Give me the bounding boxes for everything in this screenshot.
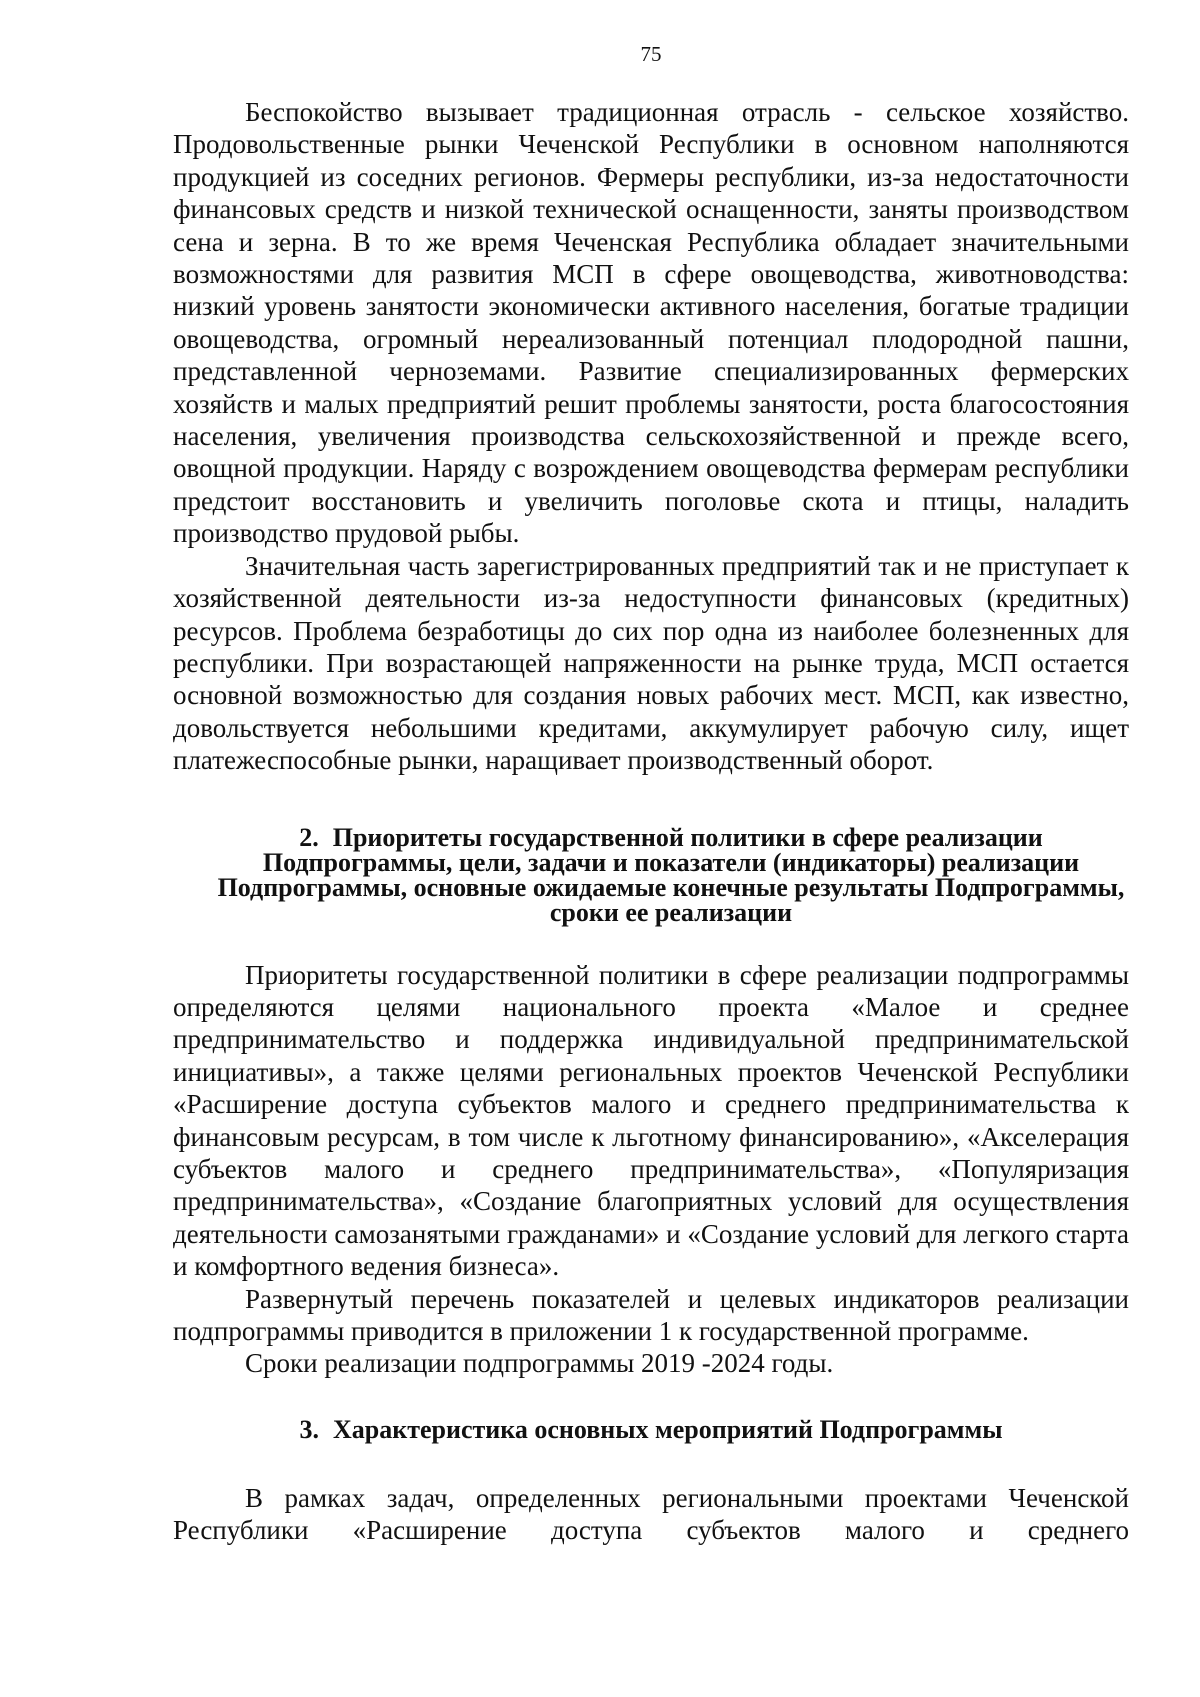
section-2-paragraph-3: Сроки реализации подпрограммы 2019 -2024 годы. [245, 1348, 834, 1379]
page-number: 75 [640, 42, 662, 66]
section-3-title: Характеристика основных мероприятий Подпрограммы [332, 1414, 1003, 1444]
section-2-title: Приоритеты государственной политики в сфере реализации Подпрограммы, цели, задачи и показатели (индикаторы) реализации Подпрограммы, основные ожидаемые конечные результаты Подпрограммы, сроки ее реализации [217, 822, 1125, 927]
document-page [173, 40, 1129, 1547]
intro-paragraph-1: Беспокойство вызывает традиционная отрасль - сельское хозяйство. Продовольственные рынки Чеченской Республики в основном наполняются продукцией из соседних регионов. Фермеры республики, из-за недостаточности финансовых средств и низкой технической оснащенности, заняты производством сена и зерна. В то же время Чеченская Республика обладает значительными возможностями для развития МСП в сфере овощеводства, животноводства: низкий уровень занятости экономически активного населения, богатые традиции овощеводства, огромный нереализованный потенциал плодородной пашни, представленной черноземами. Развитие специализированных фермерских хозяйств и малых предприятий решит проблемы занятости, роста благосостояния населения, увеличения производства сельскохозяйственной и прежде всего, овощной продукции. Наряду с возрождением овощеводства фермерам республики предстоит восстановить и увеличить поголовье скота и птицы, наладить производство прудовой рыбы. [173, 97, 1129, 549]
section-2-number: 2. [299, 822, 319, 852]
section-2-paragraph-1: Приоритеты государственной политики в сфере реализации подпрограммы определяются целями национального проекта «Малое и среднее предпринимательство и поддержка индивидуальной предпринимательской инициативы», а также целями региональных проектов Чеченской Республики «Расширение доступа субъектов малого и среднего предпринимательства к финансовым ресурсам, в том числе к льготному финансированию», «Акселерация субъектов малого и среднего предпринимательства», «Популяризация предпринимательства», «Создание благоприятных условий для осуществления деятельности самозанятыми гражданами» и «Создание условий для легкого старта и комфортного ведения бизнеса». [173, 959, 1129, 1282]
section-3-heading [173, 1414, 1129, 1446]
section-3-paragraph-1: В рамках задач, определенных региональными проектами Чеченской Республики «Расширение доступа субъектов малого и среднего [173, 1482, 1129, 1546]
section-2-heading [173, 822, 1129, 927]
intro-paragraph-2: Значительная часть зарегистрированных предприятий так и не приступает к хозяйственной деятельности из-за недоступности финансовых (кредитных) ресурсов. Проблема безработицы до сих пор одна из наиболее болезненных для республики. При возрастающей напряженности на рынке труда, МСП остается основной возможностью для создания новых рабочих мест. МСП, как известно, довольствуется небольшими кредитами, аккумулирует рабочую силу, ищет платежеспособные рынки, наращивает производственный оборот. [173, 550, 1129, 776]
section-2-paragraph-2: Развернутый перечень показателей и целевых индикаторов реализации подпрограммы приводится в приложении 1 к государственной программе. [173, 1283, 1129, 1346]
section-3-number: 3. [299, 1414, 319, 1444]
